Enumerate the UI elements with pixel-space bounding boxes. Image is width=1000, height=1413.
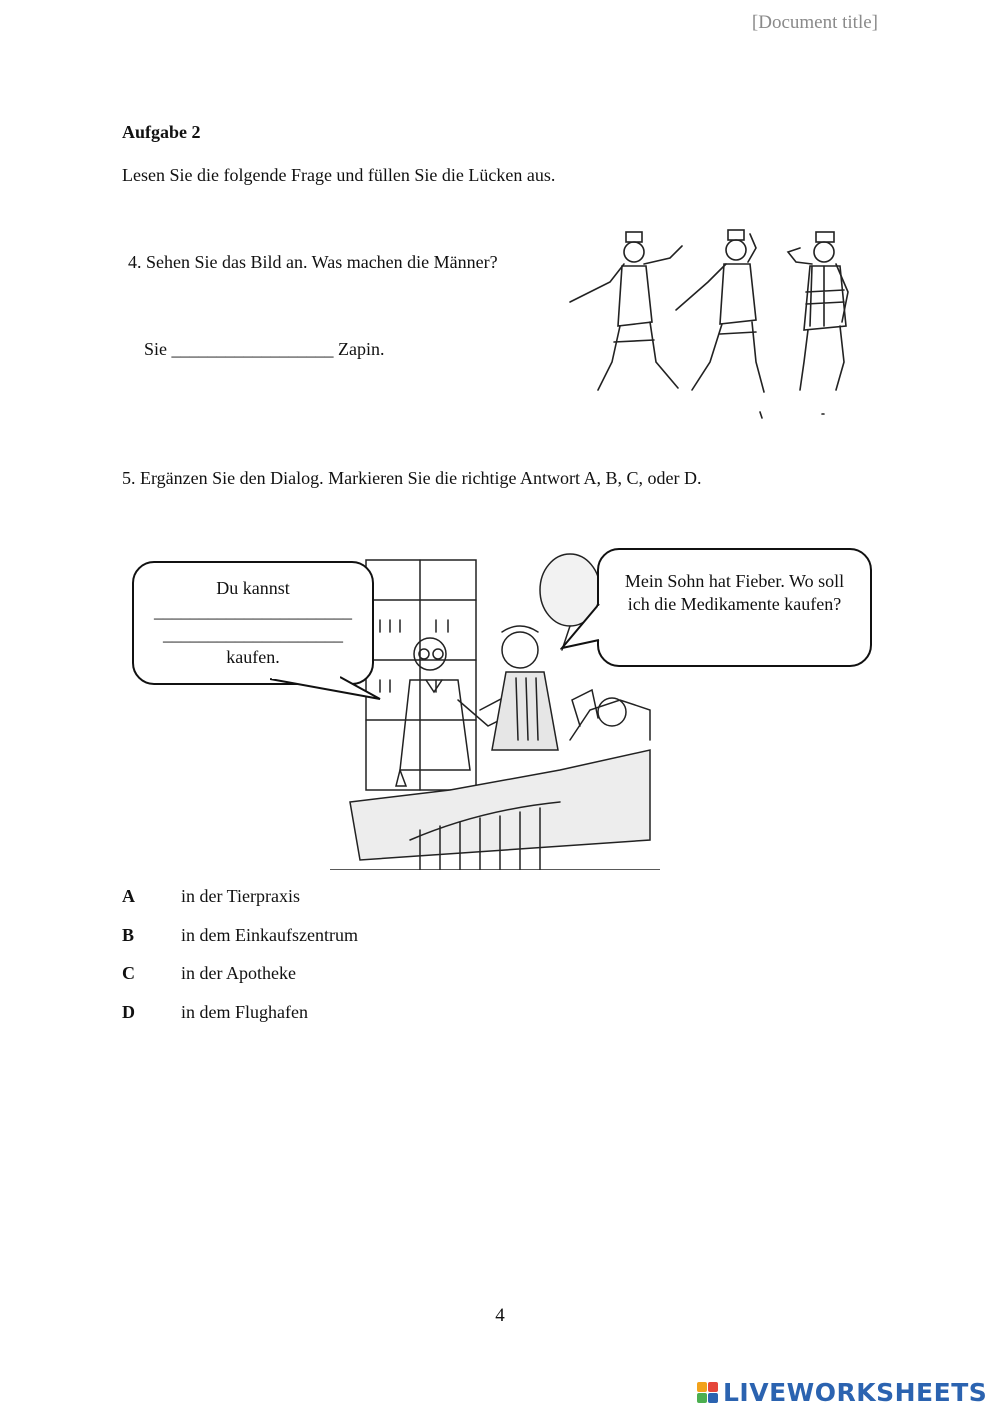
speech-bubble-mother-tail (560, 600, 604, 654)
brand-square-icon (697, 1393, 707, 1403)
question-4-answer-line[interactable]: Sie __________________ Zapin. (144, 339, 385, 359)
option-b[interactable] (122, 925, 358, 964)
brand-name: LIVEWORKSHEETS (723, 1378, 988, 1407)
zapin-dancers-illustration (560, 222, 860, 422)
task-instruction: Lesen Sie die folgende Frage und füllen Sie die Lücken aus. (122, 165, 556, 185)
option-c-text: in der Apotheke (181, 963, 296, 983)
question-5-prompt: 5. Ergänzen Sie den Dialog. Markieren Sie die richtige Antwort A, B, C, oder D. (122, 468, 702, 488)
brand-square-icon (708, 1382, 718, 1392)
option-b-text: in dem Einkaufszentrum (181, 924, 358, 945)
brand-square-icon (697, 1382, 707, 1392)
speech-bubble-mother (597, 548, 872, 667)
option-a[interactable] (122, 886, 358, 925)
page-number: 4 (495, 1305, 505, 1326)
bubble-doctor-line-4: kaufen. (226, 647, 280, 667)
brand-mark-icon (697, 1382, 718, 1403)
bubble-doctor-blank-2[interactable]: ____________________ (163, 624, 343, 644)
liveworksheets-logo[interactable] (697, 1378, 987, 1407)
option-b-letter: B (122, 924, 135, 945)
option-c[interactable] (122, 963, 358, 1002)
brand-square-icon (708, 1393, 718, 1403)
answer-options (122, 886, 358, 1040)
option-d-text: in dem Flughafen (181, 1001, 308, 1022)
question-4-prompt: 4. Sehen Sie das Bild an. Was machen die Männer? (128, 252, 498, 272)
speech-bubble-doctor-tail (270, 675, 390, 705)
option-a-text: in der Tierpraxis (181, 886, 300, 906)
bubble-doctor-blank-1[interactable]: ______________________ (154, 601, 352, 621)
speech-bubble-doctor (132, 561, 374, 685)
option-c-letter: C (122, 963, 135, 983)
option-d-letter: D (122, 1001, 135, 1022)
task-heading: Aufgabe 2 (122, 122, 201, 142)
option-d[interactable] (122, 1002, 358, 1041)
bubble-mother-text: Mein Sohn hat Fieber. Wo soll ich die Medikamente kaufen? (624, 571, 845, 614)
bubble-doctor-line-1: Du kannst (216, 578, 290, 598)
document-title: [Document title] (751, 12, 878, 33)
option-a-letter: A (122, 886, 135, 906)
